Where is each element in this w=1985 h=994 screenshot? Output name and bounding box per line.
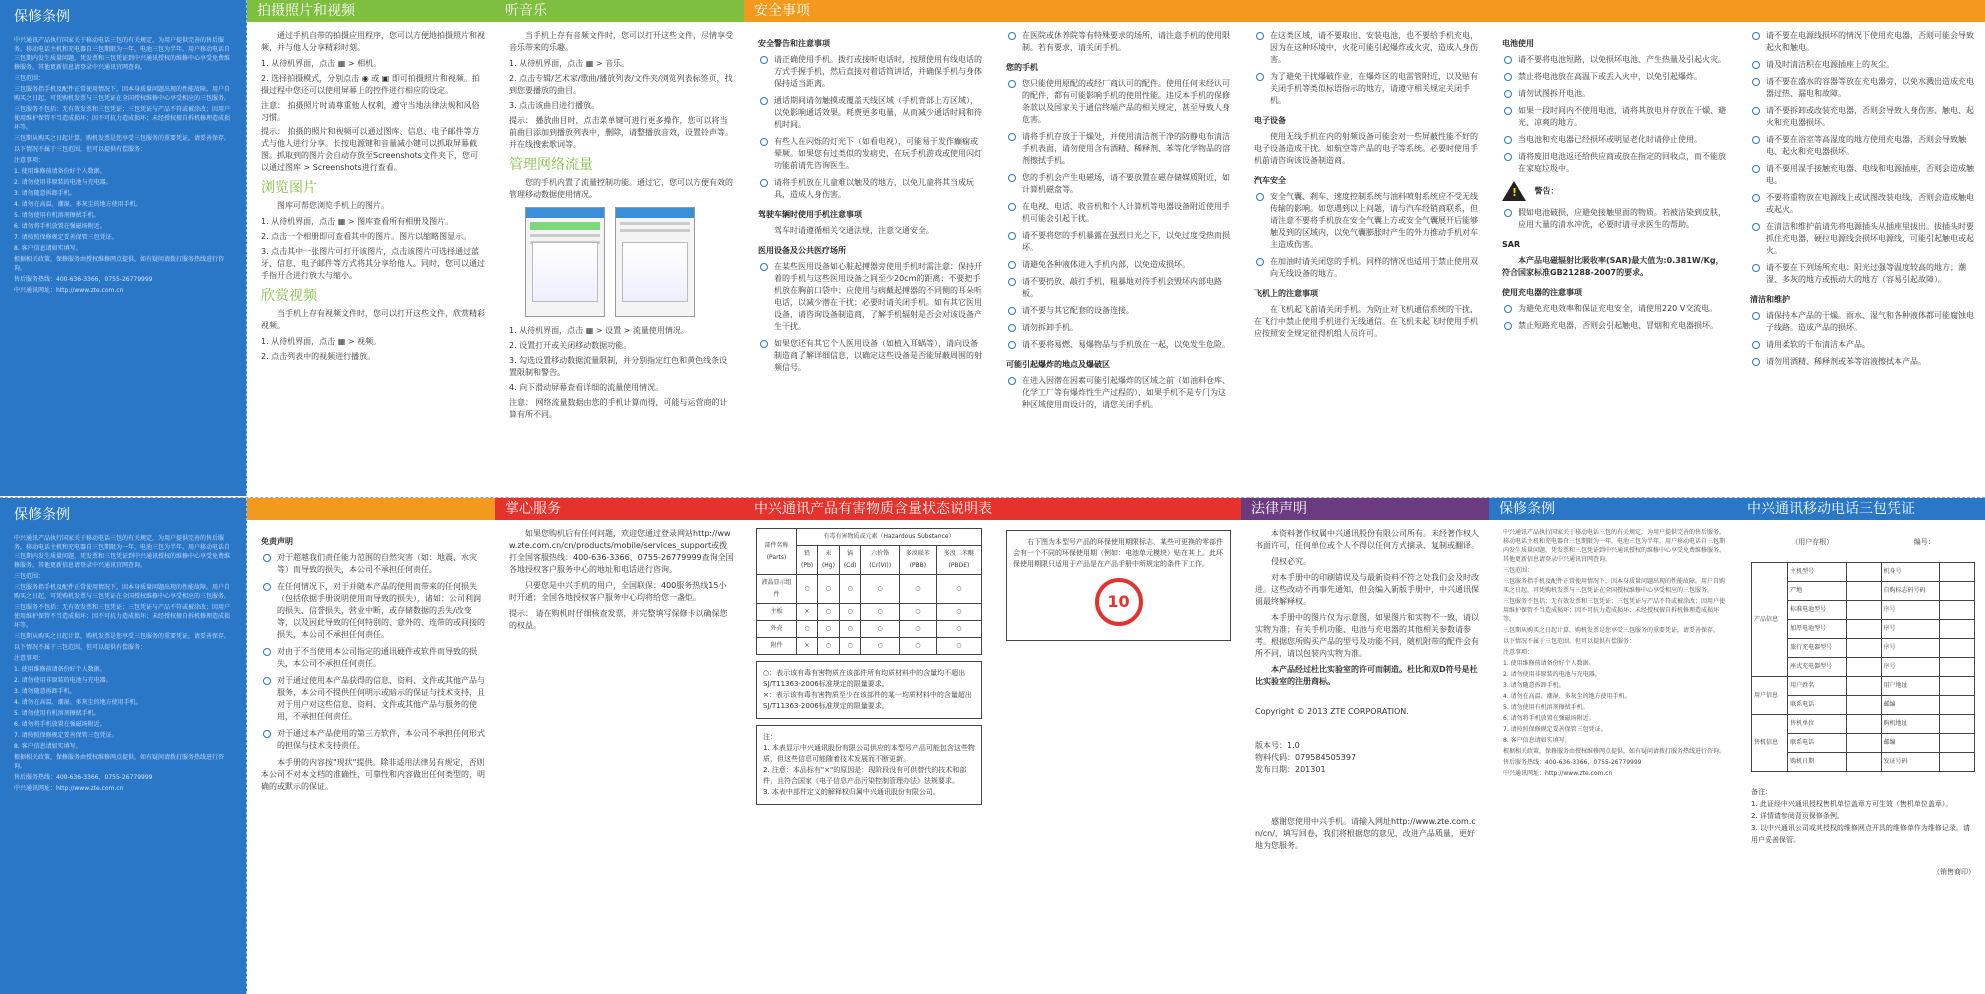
terms-p3: 三包服务不包括：无有效发票和三包凭证；三包凭证与产品不符或被涂改；因用户使用维护保管不当造成损坏；因不可抗力造成损坏；未经授权擅自拆机修理造成损坏等。 (1503, 598, 1726, 623)
safety-item: 请不要扔放、敲打手机，粗暴地对待手机会毁坏内部电路板。 (1006, 276, 1230, 300)
safety-item: 在这类区域，请不要取出、安装电池，也不要给手机充电，因为在这种环境中，火花可能引起爆炸或火灾，造成人身伤害。 (1254, 30, 1478, 66)
legal-p3: 对本手册中的印刷错误及与最新资料不符之处我们会及时改进。这些改动不再事先通知，但会编入新版手册中，中兴通讯保留最终解释权。 (1255, 573, 1479, 606)
terms-p3: 三包服务不包括：无有效发票和三包凭证；三包凭证与产品不符或被涂改；因用户使用维护保管不当造成损坏；因不可抗力造成损坏；未经授权擅自拆机修理造成损坏等。 (14, 604, 231, 629)
safety-item: 为避免充电效率和保证充电安全，请使用220 V交流电。 (1502, 303, 1726, 315)
terms-p5: 以下情况不属于三包范围，但可以提供有偿服务： (14, 146, 147, 153)
safety-item: 请用柔软的干布清洁本产品。 (1750, 339, 1975, 351)
safety-item: 请保持本产品的干燥。雨水、湿气和各种液体都可能腐蚀电子线路。造成产品的损坏。 (1750, 310, 1975, 334)
terms-n7: 7. 请按照保修规定妥善保管三包凭证。 (14, 234, 118, 241)
medical-title: 医用设备及公共医疗场所 (758, 246, 846, 255)
safety-item: 在进入因潜在因素可能引起爆炸的区域之前（如油料仓库、化学工厂等有爆炸性生产过程的），如果手机不是专门为这种区域使用而设计的，请您关闭手机。 (1006, 375, 1230, 411)
safety-item: 请及时清洁积在电源插座上的灰尘。 (1750, 59, 1975, 71)
safety-warnings-title: 安全警告和注意事项 (758, 39, 830, 48)
safety-item: 在电视、电话、收音机和个人计算机等电器设备附近使用手机可能会引起干扰。 (1006, 201, 1230, 225)
terms-n1: 1. 使用维修前请备份好个人数据。 (14, 168, 106, 175)
network-step-2: 2. 设置打开或关闭移动数据功能。 (509, 341, 632, 350)
safety-item: 请将手机放在儿童难以触及的地方，以免儿童将其当成玩具，造成人身伤害。 (758, 177, 982, 201)
service-p2: 只要您是中兴手机的用户，全国联保：400服务热线15小时开通；全国各地授权客户服务中心均将给您一盏炬。 (509, 581, 727, 602)
table-header-substance: 有毒有害物质或元素（Hazardous Substance） (797, 529, 982, 546)
screenshot-data-usage-2 (615, 207, 695, 317)
disclaimer-item: 对于通过本产品使用的第三方软件，本公司不承担任何形式的担保与技术支持责任。 (261, 728, 485, 752)
safety-col-4 (1488, 22, 1736, 416)
group-label: 产品信息 (1752, 563, 1788, 677)
rohs-notes (756, 725, 982, 805)
gallery-intro: 图库可帮您浏览手机上的图片。 (277, 201, 389, 210)
disclaimer-item: 对于超越我们责任能力范围的自然灾害（如：地震、水灾等）而导致的损失，本公司不承担任何责任。 (261, 552, 485, 576)
safety-item: 禁止短路充电器，否则会引起触电、冒烟和充电器损坏。 (1502, 320, 1726, 332)
terms-n6: 6. 请勿将手机放置在强磁场附近。 (14, 721, 106, 728)
env-period-box (1006, 530, 1231, 641)
safety-item: 如果一段时间内不使用电池，请将其放电并存放在干燥、避光、凉爽的地方。 (1502, 105, 1726, 129)
safety-item: 在某些医用设备如心脏起搏器旁使用手机时需注意：保持开着的手机与这些医用设备之间至少20cm的距离；不要把手机放在胸前口袋中；应使用与病戴起搏器的不同侧的耳朵听电话，以减少潜在干扰；必要时请关闭手机。如有其它医用设备，请咨询设备制造商，了解手机辐射是否会对该设备产生干扰。 (758, 261, 982, 333)
safety-item: 为了避免干扰爆破作业，在爆炸区的电雷管附近，以及贴有关闭手机等类似标语指示的地方，请遵守相关规定关闭手机。 (1254, 71, 1478, 107)
terms-p2: 三包服务指手机及配件正常使用情况下，因本身质量问题出现的性能故障。用户自购买之日起，可凭购机发票与三包凭证在全国授权维修中心享受相应的三包服务。 (14, 584, 231, 600)
safety-item: 如果您还有其它个人医用设备（如植入耳蜗等），请向设备制造商了解详细信息，以确定这些设备是否能屏蔽周围的射频信号。 (758, 338, 982, 374)
photo-panel (247, 0, 495, 496)
terms-hotline: 售后服务热线：400-636-3366，0755-26779999 (14, 276, 153, 283)
warranty-terms-panel-bottom (0, 498, 247, 994)
warranty-table: 产品信息 主机型号 机身号 产地 自购标志码号码 标准电池型号 序号 加厚电池型号 序号 旅行充电器型号 序号 座式充电器型号 序号 用户信息 用户姓名 用户地址 联系电话 邮编 售机信息 售机单位 购机地址 联系电话 邮编 购机日期 发证号码 (1751, 562, 1975, 772)
terms-n5: 5. 请勿使用有机溶剂擦拭手机。 (14, 212, 100, 219)
sar-title: SAR (1502, 240, 1521, 249)
safety-panel (744, 0, 1985, 496)
gallery-step-3: 3. 点击其中一张图片可打开该图片，点击该图片可选择通过蓝牙、信息、电子邮件等方式将其分享给他人。同时，您可以通过手指开合进行放大与缩小。 (261, 247, 485, 280)
terms-site: 中兴通讯网址：http://www.zte.com.cn (1503, 770, 1613, 777)
safety-item: 请将手机存放于干燥处，并使用清洁剂干净的防静电布清洁手机表面，请勿使用含有酒精、稀释剂、苯等化学物品的溶剂擦拭手机。 (1006, 131, 1230, 167)
safety-item: 请勿拆卸手机。 (1006, 322, 1230, 334)
explosive-title: 可能引起爆炸的地点及爆破区 (1006, 360, 1110, 369)
bottom-row (0, 497, 1985, 994)
disclaimer-item: 对由于不当使用本公司指定的通讯硬件或软件而导致的损失，本公司不承担任何责任。 (261, 646, 485, 670)
safety-item: 请不要与其它配套的设备连接。 (1006, 305, 1230, 317)
terms-n1: 1. 使用维修前请备份好个人数据。 (1503, 660, 1595, 667)
user-stub-label: （用户存根） (1791, 538, 1834, 546)
serial-label: 编号： (1913, 538, 1935, 546)
version: 版本号：1.0 (1255, 741, 1300, 750)
table-col: 多溴二苯醚(PBDE) (936, 546, 981, 575)
rohs-legend (756, 661, 982, 719)
safety-col-5 (1736, 22, 1985, 416)
note-item: 1. 本表显示中兴通讯股份有限公司供应的本型号产品可能包含这些物质，但这些信息可能随着技术发展而不断更新。 (763, 744, 975, 763)
terms-p6: 根据相关政策，保修服务由授权维修网点提供，如有疑问请拨打服务热线进行咨询。 (14, 256, 225, 272)
table-col: 铅(Pb) (797, 546, 818, 575)
safety-header: 安全事项 (744, 0, 1985, 22)
safety-item: 请勿试图拆开电池。 (1502, 88, 1726, 100)
charger-title: 使用充电器的注意事项 (1502, 288, 1582, 297)
safety-item: 请正确使用手机。拨打或接听电话时，按照使用有线电话的方式手握手机，然后直接对着话筒讲话，并确保手机与身体保持适当距离。 (758, 54, 982, 90)
safety-item: 请不要在盛水的容器等放在充电器旁，以免水溅出造成充电器过热、漏电和故障。 (1750, 76, 1975, 100)
music-tip: 提示： 播放曲目时，点击菜单键可进行更多操作，您可以将当前曲目添加到播放列表中，删除，请整播放音效，设置铃声等。并在线搜索歌词等。 (509, 116, 733, 149)
table-row: 外壳 ○ ○ ○ ○ ○ ○ (757, 621, 982, 638)
photo-note: 注意： 拍摄照片时请尊重他人权利，遵守当地法律法规和风俗习惯。 (261, 101, 480, 122)
photo-tip: 提示： 拍摄的照片和视频可以通过图库、信息、电子邮件等方式与他人进行分享。长按电源键和音量减小键可以抓取屏幕截图。抓取到的图片会自动存放至Screenshots文件夹下，您可以通过图库 > Screenshots进行查看。 (261, 127, 480, 172)
warning-icon: ! (1502, 181, 1526, 201)
safety-item: 请不要在下列场所充电：阳光过强等温度较高的地方；潮湿、多灰的地方或振动大的地方（容易引起故障）。 (1750, 262, 1975, 286)
service-tip: 提示： 请在购机时仔细核查发票，并完整填写保修卡以确保您的权益。 (509, 609, 728, 630)
service-header: 掌心服务 (495, 498, 744, 520)
safety-col-3 (1240, 22, 1488, 416)
screenshot-data-usage-1 (525, 207, 605, 317)
electronic-text: 使用无线手机在内的射频设备可能会对一些屏蔽性能不好的电子设备造成干扰。如航空等产品的电子等系统。必要时使用手机前请咨询该设备制造商。 (1254, 132, 1478, 165)
warranty-terms-title: 保修条例 (14, 507, 70, 523)
disclaimer-title: 免责声明 (261, 537, 293, 546)
safety-item: 请不要拆卸或改装充电器，否则会导致人身伤害、触电、起火和充电器损坏。 (1750, 105, 1975, 129)
network-step-3: 3. 勾选设置移动数据流量限制，并分别指定红色和黄色线条设置限制和警告。 (509, 356, 728, 377)
table-col: 多溴联苯(PBB) (899, 546, 936, 575)
terms-n7: 7. 请按照保修规定妥善保管三包凭证。 (1503, 726, 1607, 733)
photo-step-1: 1. 从待机界面，点击 ▦ > 相机。 (261, 59, 382, 68)
video-intro: 当手机上存有视频文件时，您可以打开这些文件，欣赏精彩视频。 (261, 309, 485, 330)
terms-n2: 2. 请勿使用非原装的电池与充电器。 (14, 179, 112, 186)
table-row: 液晶显示组件 ○ ○ ○ ○ ○ ○ (757, 575, 982, 604)
network-intro: 您的手机内置了流量控制功能。通过它，您可以方便有效的管理移动数据使用情况。 (509, 178, 733, 199)
terms-n3: 3. 请勿随意拆卸手机。 (1503, 682, 1565, 689)
photo-step-2: 2. 选择拍摄模式，分别点击 ◉ 或 ▣ 即可拍摄照片和视频。拍摄过程中您还可以使用屏幕上的控件进行相应的设定。 (261, 74, 480, 95)
gallery-step-2: 2. 点击一个相册即可查看其中的图片。图片以缩略图显示。 (261, 232, 472, 241)
terms-p4: 三包期从购买之日起计算，购机发票是您享受三包服务的重要凭证，请妥善保存。 (14, 135, 231, 142)
legal-panel (1241, 498, 1489, 994)
thanks-text: 感谢您使用中兴手机。请输入网址http://www.zte.com.cn/cn/，填写回卷，我们将根据您的意见，改进产品质量，更好地为您服务。 (1255, 817, 1476, 850)
music-panel (495, 0, 744, 496)
hazardous-substance-table (756, 528, 982, 655)
driving-text: 驾车时请遵循相关交通法规，注意交通安全。 (774, 226, 934, 235)
note-item: 3. 本表中部件定义的解释权归属中兴通讯股份有限公司。 (763, 788, 940, 796)
safety-item: 在医院或休养院等有特殊要求的场所，请注意手机的使用限制。若有要求，请关闭手机。 (1006, 30, 1230, 54)
warranty-notes-title: 备注： (1751, 788, 1772, 796)
electronic-title: 电子设备 (1254, 116, 1286, 125)
rohs-panel (744, 498, 1241, 994)
safety-item: 禁止将电池放在高温下或丢入火中，以免引起爆炸。 (1502, 71, 1726, 83)
rohs-table-col (744, 520, 992, 805)
video-step-2: 2. 点击列表中的视频进行播放。 (261, 352, 376, 361)
disclaimer-item: 对于通过使用本产品获得的信息、资料、文件或其他产品与服务，本公司不提供任何明示或暗示的保证与技术支持，且对于用户对这些信息、资料、文件或其他产品与服务的使用，不承担任何责任。 (261, 675, 485, 723)
table-col: 六价铬(Cr(VI)) (861, 546, 899, 575)
safety-item: 假如电池破损，应避免接触里面的物质。若被沾染到皮肤，应用大量的清水冲洗，必要时请寻求医生的帮助。 (1502, 207, 1726, 231)
terms-p2: 三包服务指手机及配件正常使用情况下，因本身质量问题出现的性能故障。用户自购买之日起，可凭购机发票与三包凭证在全国授权维修中心享受相应的三包服务。 (1503, 578, 1726, 594)
airplane-title: 飞机上的注意事项 (1254, 289, 1318, 298)
sar-text: 本产品电磁辐射比吸收率(SAR)最大值为:0.381W/Kg，符合国家标准GB21288-2007的要求。 (1502, 256, 1724, 277)
warranty-terms-text (1489, 520, 1737, 778)
terms-site: 中兴通讯网址：http://www.zte.com.cn (14, 287, 124, 294)
legal-p5: 本产品经过杜比实验室的许可而制造。杜比和双D符号是杜比实验室的注册商标。 (1255, 665, 1478, 686)
photo-header: 拍摄照片和视频 (247, 0, 495, 22)
video-title: 欣赏视频 (261, 288, 317, 304)
terms-h1: 三包范围： (14, 573, 45, 580)
car-title: 汽车安全 (1254, 176, 1286, 185)
table-row: 附件 × ○ ○ ○ ○ ○ (757, 638, 982, 655)
legend-cross: ×：表示该有毒有害物质至少在该部件的某一均质材料中的含量超出SJ/T11363-2006标准规定的限量要求。 (763, 691, 972, 710)
warning-row (1502, 181, 1726, 201)
music-step-1: 1. 从待机界面，点击 ▦ > 音乐。 (509, 59, 630, 68)
safety-item: 请不要用湿手接触充电器、电线和电源插座，否则会造成触电。 (1750, 163, 1975, 187)
safety-item: 在清洁和维护前请先将电源插头从插座里拔出。拔插头时要抓住充电器，硬拉电源线会损坏电源线，可能引起触电或起火。 (1750, 221, 1975, 257)
service-panel (495, 498, 744, 994)
warranty-terms-text (0, 534, 246, 793)
music-header: 听音乐 (495, 0, 744, 22)
legal-header: 法律声明 (1241, 498, 1489, 520)
safety-item: 不要将重物放在电源线上或试图改装电线，否则会造成触电或起火。 (1750, 192, 1975, 216)
terms-n8: 8. 客户信息请如实填写。 (14, 245, 82, 252)
disclaimer-header-bar (247, 498, 495, 520)
terms-p1: 中兴通讯产品执行国家关于移动电话三包的有关规定，为用户提供完善的售后服务。移动电话主机和充电器自三包期限为一年，电池三包为半年。用户移动电话自三包期内发生质量问题，凭发票和三包凭证到中兴通讯授权的维修中心享受免费维修服务。其他更新信息请登录中兴通讯官网查询。 (14, 37, 231, 71)
warranty-terms-header: 保修条例 (1489, 498, 1737, 520)
warranty-card-panel (1737, 498, 1985, 994)
terms-p6: 根据相关政策，保修服务由授权维修网点提供，如有疑问请拨打服务热线进行咨询。 (1503, 748, 1726, 755)
terms-p4: 三包期从购买之日起计算，购机发票是您享受三包服务的重要凭证，请妥善保存。 (1503, 627, 1720, 634)
video-step-1: 1. 从待机界面，点击 ▦ > 视频。 (261, 337, 382, 346)
screenshots (525, 207, 734, 317)
legal-p2: 侵权必究。 (1271, 557, 1311, 566)
terms-n7: 7. 请按照保修规定妥善保管三包凭证。 (14, 732, 118, 739)
terms-n3: 3. 请勿随意拆卸手机。 (14, 688, 76, 695)
cleaning-title: 清洁和维护 (1750, 295, 1790, 304)
network-title: 管理网络流量 (509, 157, 593, 173)
rohs-header: 中兴通讯产品有害物质含量状态说明表 (744, 498, 1241, 520)
terms-p5: 以下情况不属于三包范围，但可以提供有偿服务： (1503, 638, 1636, 645)
terms-n2: 2. 请勿使用非原装的电池与充电器。 (14, 677, 112, 684)
terms-n4: 4. 请勿在高温、潮湿、多灰尘的地方使用手机。 (1503, 693, 1631, 700)
warranty-terms-text (0, 36, 246, 295)
terms-site: 中兴通讯网址：http://www.zte.com.cn (14, 785, 124, 792)
warranty-card-meta (1751, 536, 1975, 548)
warranty-terms-title: 保修条例 (14, 9, 70, 25)
terms-n2: 2. 请勿使用非原装的电池与充电器。 (1503, 671, 1601, 678)
warranty-terms-panel-white (1489, 498, 1737, 994)
terms-p6: 根据相关政策，保修服务由授权维修网点提供，如有疑问请拨打服务热线进行咨询。 (14, 754, 225, 770)
terms-n1: 1. 使用维修前请备份好个人数据。 (14, 666, 106, 673)
environment-period-icon: 10 (1095, 578, 1143, 626)
safety-item: 请避免各种液体进入手机内部，以免造成损坏。 (1006, 259, 1230, 271)
env-period-col (992, 520, 1241, 805)
table-col: 镉(Cd) (839, 546, 861, 575)
terms-p2: 三包服务指手机及配件正常使用情况下，因本身质量问题出现的性能故障。用户自购买之日起，可凭购机发票与三包凭证在全国授权维修中心享受相应的三包服务。 (14, 86, 231, 102)
copyright: Copyright © 2013 ZTE CORPORATION. (1255, 707, 1409, 716)
terms-p5: 以下情况不属于三包范围，但可以提供有偿服务： (14, 644, 147, 651)
material-code: 物料代码：079584505397 (1255, 753, 1357, 762)
photo-intro: 通过手机自带的拍摄应用程序，您可以方便地拍摄照片和视频，并与他人分享精彩时刻。 (261, 31, 485, 52)
terms-n4: 4. 请勿在高温、潮湿、多灰尘的地方使用手机。 (14, 699, 142, 706)
safety-item: 请将废旧电池返还给供应商或放在指定的回收点，而不能放在家庭垃圾中。 (1502, 151, 1726, 175)
env-period-text: 右下图为本型号产品的环保使用期限标志，某些可更换的零部件会有一个不同的环保使用期（例如：电池单元模块）贴在其上。此环保使用期限只适用于产品是在产品手册中所规定的条件下工作。 (1013, 538, 1223, 568)
safety-item: 通话期间请勿触摸或覆盖天线区域（手机背部上方区域），以免影响通话效果。耗费更多电量，从而减少通话时间和待机时间。 (758, 95, 982, 131)
safety-item: 请不要将电池短路，以免损坏电池、产生热量及引起火灾。 (1502, 54, 1726, 66)
terms-hotline: 售后服务热线：400-636-3366，0755-26779999 (1503, 759, 1642, 766)
music-step-3: 3. 点击该曲目进行播放。 (509, 101, 600, 110)
safety-item: 请不要将您的手机暴露在强烈日光之下，以免过度受热而损坏。 (1006, 230, 1230, 254)
terms-h2: 注意事项： (14, 655, 45, 662)
disclaimer-panel (247, 498, 495, 994)
safety-item: 请不要在电源线损坏的情况下使用充电器，否则可能会导致起火和触电。 (1750, 30, 1975, 54)
service-p1: 如果您购机后有任何问题，欢迎您通过登录网站http://www.zte.com.cn/cn/products/mobile/services_support或拨打全国客服热线：400-636-3366、0755-26779999查询全国各地授权客户服务中心的地址和电话进行咨询。 (509, 529, 734, 574)
network-step-1: 1. 从待机界面，点击 ▦ > 设置 > 流量使用情况。 (509, 326, 689, 335)
terms-n5: 5. 请勿使用有机溶剂擦拭手机。 (1503, 704, 1589, 711)
notes-title: 注： (763, 733, 777, 741)
table-header-parts: 部件名称(Parts) (757, 529, 797, 575)
network-step-4: 4. 向下滑动屏幕查看详细的流量使用情况。 (509, 383, 664, 392)
terms-n3: 3. 请勿随意拆卸手机。 (14, 190, 76, 197)
safety-item: 请勿用酒精、稀释剂或苯等溶液擦拭本产品。 (1750, 356, 1975, 368)
terms-n6: 6. 请勿将手机放置在强磁场附近。 (14, 223, 106, 230)
terms-n5: 5. 请勿使用有机溶剂擦拭手机。 (14, 710, 100, 717)
terms-n8: 8. 客户信息请如实填写。 (14, 743, 82, 750)
terms-p1: 中兴通讯产品执行国家关于移动电话三包的有关规定，为用户提供完善的售后服务。移动电话主机和充电器自三包期限为一年，电池三包为半年。用户移动电话自三包期内发生质量问题，凭发票和三包凭证到中兴通讯授权的维修中心享受免费维修服务。其他更新信息请登录中兴通讯官网查询。 (1503, 529, 1726, 563)
music-step-2: 2. 点击专辑/艺术家/歌曲/播放列表/文件夹/浏览列表标签页，找到您要播放的曲目。 (509, 74, 733, 95)
top-row (0, 0, 1985, 496)
airplane-text: 在飞机起飞前请关闭手机。为防止对飞机通信系统的干扰，在飞行中禁止使用手机进行无线通信。在飞机未起飞时使用手机应按照安全规定征得机组人员许可。 (1254, 305, 1478, 338)
table-col: 汞(Hg) (818, 546, 840, 575)
terms-p1: 中兴通讯产品执行国家关于移动电话三包的有关规定，为用户提供完善的售后服务。移动电话主机和充电器自三包期限为一年，电池三包为半年。用户移动电话自三包期内发生质量问题，凭发票和三包凭证到中兴通讯授权的维修中心享受免费维修服务。其他更新信息请登录中兴通讯官网查询。 (14, 535, 231, 569)
safety-item: 当电池和充电器已经损坏或明显老化时请停止使用。 (1502, 134, 1726, 146)
release-date: 发布日期：201301 (1255, 765, 1326, 774)
terms-h1: 三包范围： (14, 75, 45, 82)
gallery-step-1: 1. 从待机界面，点击 ▦ > 图库查看所有相册及图片。 (261, 217, 454, 226)
warranty-terms-panel-top (0, 0, 247, 496)
battery-title: 电池使用 (1502, 39, 1534, 48)
music-intro: 当手机上存有音频文件时，您可以打开这些文件，尽情享受音乐带来的乐趣。 (509, 31, 733, 52)
warning-label: 警告： (1534, 186, 1559, 196)
gallery-title: 浏览图片 (261, 180, 317, 196)
network-note: 注意： 网络流量数据由您的手机计算而得，可能与运营商的计算有所不同。 (509, 398, 728, 419)
disclaimer-tail: 本手册的内容按"现状"提供。除非适用法律另有规定，否则本公司不对本文档的准确性、可靠性和内容做出任何类型的，明确的或默示的保证。 (261, 758, 485, 791)
warranty-note: 2. 详情请参阅背页保修条例。 (1751, 812, 1844, 820)
your-phone-title: 您的手机 (1006, 63, 1038, 72)
warranty-note: 3. 以中兴通讯公司或其授权的维修网点开具的维修单作为维修记录。请用户妥善保管。 (1751, 824, 1970, 844)
safety-item: 有些人在闪烁的灯光下（如看电视），可能易于发作癫痫或晕厥。如果您有过类似的发病史，在玩手机游戏或使用闪灯功能前请先咨询医生。 (758, 136, 982, 172)
safety-item: 安全气囊、刹车、速度控制系统与油料喷射系统应不受无线传输的影响。如您遇到以上问题，请与汽车经销商联系，但请注意不要将手机放在安全气囊上方或安全气囊展开后能够触及到的区域内，以免气囊膨胀时产生的外力推动手机对车主造成伤害。 (1254, 191, 1478, 251)
terms-n6: 6. 请勿将手机放置在强磁场附近。 (1503, 715, 1595, 722)
table-row: 主板 × ○ ○ ○ ○ ○ (757, 604, 982, 621)
warranty-card-header: 中兴通讯移动电话三包凭证 (1737, 498, 1985, 520)
legal-p1: 本资料著作权属中兴通讯股份有限公司所有。未经著作权人书面许可，任何单位或个人不得以任何方式摘录、复制或翻译。 (1255, 529, 1479, 550)
warranty-note: 1. 此证经中兴通讯授权售机单位盖章方可生效（售机单位盖章）。 (1751, 800, 1953, 808)
legal-p4: 本手册中的图片仅为示意图，如果图片和实物不一致，请以实物为准；有关手机功能、电池与充电器的其他相关参数请参考。根据您所购买产品的型号及功能不同，随机附带的配件会有所不同，请以包装内实物为准。 (1255, 613, 1479, 658)
seller-seal-label: （销售商印） (1933, 868, 1975, 876)
terms-n8: 8. 客户信息请如实填写。 (1503, 737, 1571, 744)
legend-circle: ○：表示该有毒有害物质在该部件所有均质材料中的含量均不超出SJ/T11363-2006标准规定的限量要求。 (763, 669, 966, 688)
terms-p3: 三包服务不包括：无有效发票和三包凭证；三包凭证与产品不符或被涂改；因用户使用维护保管不当造成损坏；因不可抗力造成损坏；未经授权擅自拆机修理造成损坏等。 (14, 106, 231, 131)
disclaimer-item: 在任何情况下，对于并随本产品的使用而带来的任何损失（包括依据手册说明使用而导致的损失），诸如：公司利润的损失、信誉损失，营业中断，或存储数据的丢失/改变等，以及因此导致的任何特别的、意外的、连带的或间接的损失，本公司不承担任何责任。 (261, 581, 485, 641)
terms-p4: 三包期从购买之日起计算，购机发票是您享受三包服务的重要凭证，请妥善保存。 (14, 633, 231, 640)
safety-col-1 (744, 22, 992, 416)
terms-h1: 三包范围： (1503, 567, 1534, 574)
safety-item: 请不要在浴室等高湿度的地方使用充电器，否则会导致触电、起火和充电器损坏。 (1750, 134, 1975, 158)
safety-item: 您只能使用原配的或经厂商认可的配件。使用任何未经认可的配件，都有可能影响手机的使用性能。违反本手机的保修条款以及国家关于通信终端产品的相关规定，甚至导致人身危害。 (1006, 78, 1230, 126)
terms-hotline: 售后服务热线：400-636-3366，0755-26779999 (14, 774, 153, 781)
safety-item: 您的手机会产生电磁场，请不要放置在磁存储媒质附近，如计算机磁盘等。 (1006, 172, 1230, 196)
driving-title: 驾驶车辆时使用手机注意事项 (758, 210, 862, 219)
note-item: 2. 注意：本品标有"×"的原因是：现阶段没有可供替代的技术和部件，且符合国家《电子信息产品污染控制管理办法》法规要求。 (763, 766, 967, 785)
safety-item: 在加油时请关闭您的手机。同样的情况也适用于禁止使用双向无线设备的地方。 (1254, 256, 1478, 280)
terms-h2: 注意事项： (1503, 649, 1534, 656)
group-label: 售机信息 (1752, 715, 1788, 772)
group-label: 用户信息 (1752, 677, 1788, 715)
safety-col-2 (992, 22, 1240, 416)
safety-item: 请不要将易燃、易爆物品与手机放在一起，以免发生危险。 (1006, 339, 1230, 351)
terms-n4: 4. 请勿在高温、潮湿、多灰尘的地方使用手机。 (14, 201, 142, 208)
terms-h2: 注意事项： (14, 157, 45, 164)
